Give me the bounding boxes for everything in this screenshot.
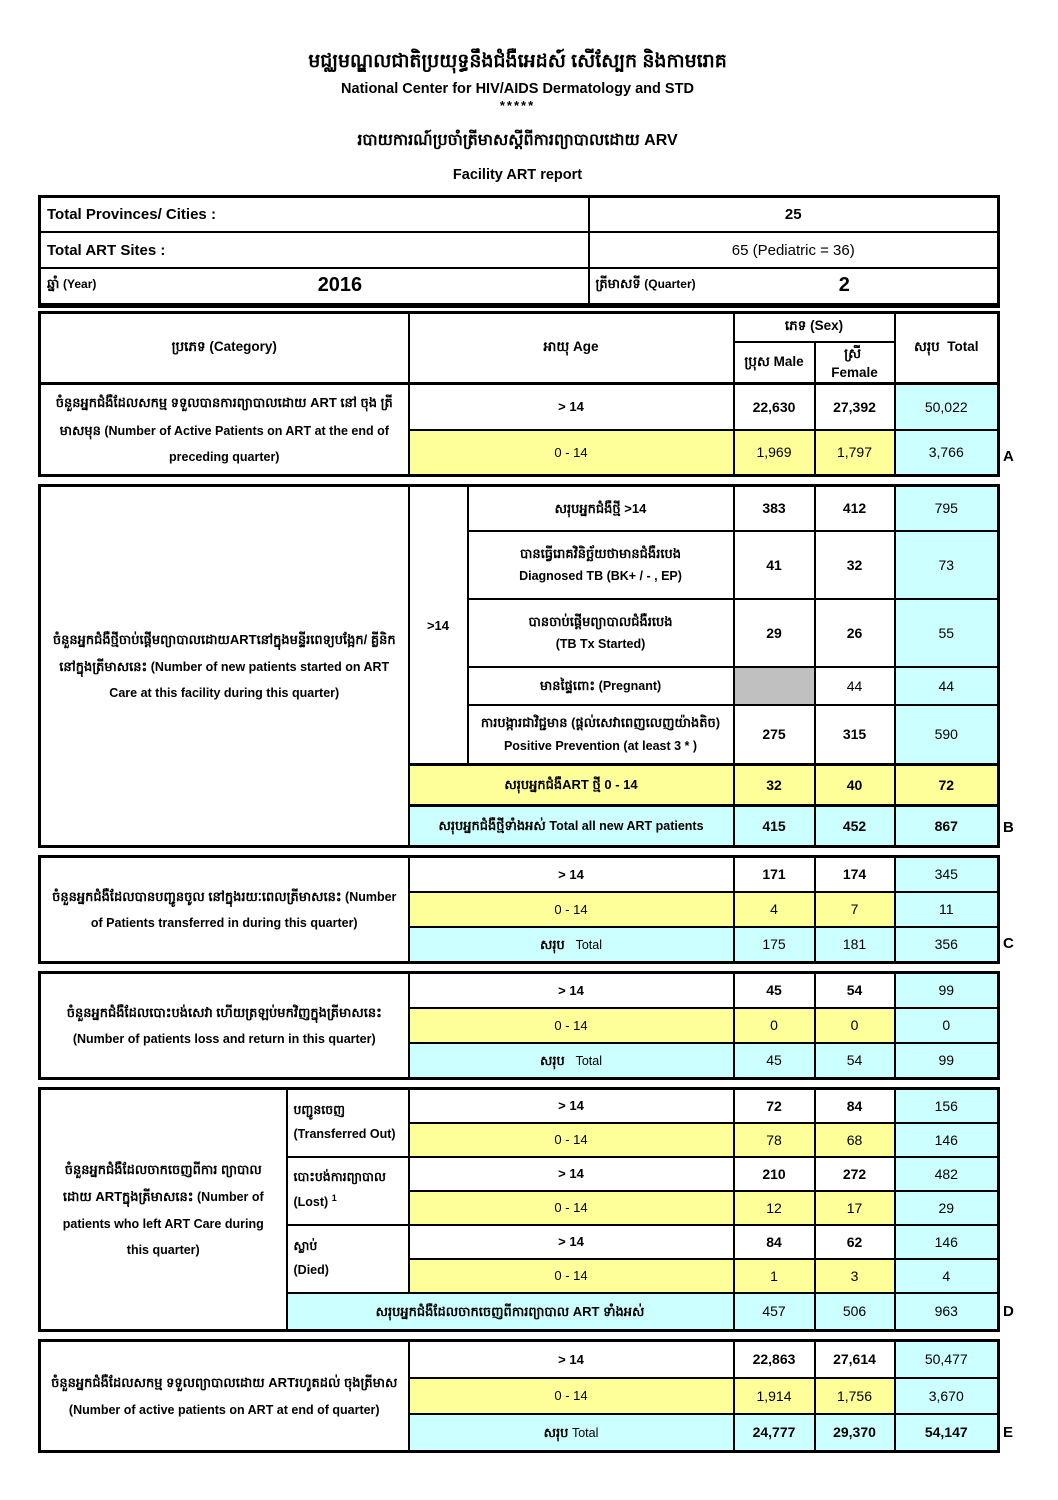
table-row bbox=[40, 1089, 999, 1123]
total-label: សរុប Total bbox=[409, 927, 734, 963]
female-value: 1,797 bbox=[815, 430, 895, 476]
age-group-label: >14 bbox=[409, 486, 468, 765]
female-value: 68 bbox=[815, 1123, 895, 1157]
section-a-table bbox=[38, 311, 1000, 478]
new-over14-label: សរុបអ្នកជំងឺថ្មី >14 bbox=[468, 486, 734, 531]
section-d-table bbox=[38, 1087, 1000, 1332]
female-column-header: ស្រី Female bbox=[815, 342, 895, 384]
section-d-category: ចំនួនអ្នកជំងឺដែលចាកចេញពីការ ព្យាបាល ដោយ ARTក្នុងត្រីមាសនេះ (Number of patients who left ART Care during this quarter) bbox=[40, 1089, 287, 1331]
transferred-out-label: បញ្ជូនចេញ (Transferred Out) bbox=[287, 1089, 409, 1157]
title-khmer: មជ្ឈមណ្ឌលជាតិប្រយុទ្ធនឹងជំងឺអេដស៍ សើស្បែក និងកាមរោគ bbox=[308, 51, 727, 72]
section-e-table bbox=[38, 1339, 1000, 1453]
total-value: 867 bbox=[895, 806, 999, 847]
female-value: 272 bbox=[815, 1157, 895, 1191]
male-column-header: ប្រុស Male bbox=[734, 342, 815, 384]
section-e-category: ចំនួនអ្នកជំងឺដែលសកម្ម ទទួលព្យាបាលដោយ ARTរហូតដល់ ចុងត្រីមាស (Number of active patients on ART at end of quarter) bbox=[40, 1341, 409, 1452]
section-b-category: ចំនួនអ្នកជំងឺថ្មីចាប់ផ្តើមព្យាបាលដោយARTនៅក្នុងមន្ទីរពេទ្យបង្អែក/ គ្លីនិក នៅក្នុងត្រីមាសនេះ (Number of new patients started on ART Care at this facility during this quarter) bbox=[40, 486, 409, 847]
total-value: 50,022 bbox=[895, 384, 999, 430]
new-under14-label: សរុបអ្នកជំងឺART ថ្មី 0 - 14 bbox=[409, 765, 734, 806]
female-value: 412 bbox=[815, 486, 895, 531]
male-value: 171 bbox=[734, 857, 815, 892]
section-letter: D bbox=[1003, 1303, 1014, 1321]
age-column-header: អាយុ Age bbox=[409, 312, 734, 384]
header-row-sex bbox=[40, 312, 999, 342]
total-value: 54,147 bbox=[895, 1414, 999, 1452]
total-value: 795 bbox=[895, 486, 999, 531]
male-value: 45 bbox=[734, 1043, 815, 1079]
total-value: 99 bbox=[895, 973, 999, 1008]
provinces-label: Total Provinces/ Cities : bbox=[40, 196, 589, 232]
title-english: National Center for HIV/AIDS Dermatology and STD bbox=[341, 80, 694, 97]
male-value: 210 bbox=[734, 1157, 815, 1191]
total-value: 11 bbox=[895, 892, 999, 927]
total-value: 4 bbox=[895, 1259, 999, 1293]
male-value: 32 bbox=[734, 765, 815, 806]
age-label: > 14 bbox=[409, 973, 734, 1008]
female-value: 174 bbox=[815, 857, 895, 892]
female-value: 54 bbox=[815, 1043, 895, 1079]
section-b-table bbox=[38, 484, 1000, 848]
section-b bbox=[38, 484, 1014, 848]
total-value: 356 bbox=[895, 927, 999, 963]
male-value: 24,777 bbox=[734, 1414, 815, 1452]
year-quarter-row bbox=[40, 268, 999, 305]
section-letter: C bbox=[1003, 935, 1014, 953]
art-sites-row bbox=[40, 232, 999, 268]
total-value: 72 bbox=[895, 765, 999, 806]
total-value: 146 bbox=[895, 1225, 999, 1259]
age-label: 0 - 14 bbox=[409, 1191, 734, 1225]
female-value: 27,392 bbox=[815, 384, 895, 430]
male-value: 12 bbox=[734, 1191, 815, 1225]
art-sites-value: 65 (Pediatric = 36) bbox=[589, 232, 999, 268]
info-table bbox=[38, 195, 1000, 308]
section-letter: A bbox=[1003, 448, 1014, 466]
female-value: 1,756 bbox=[815, 1378, 895, 1414]
provinces-row bbox=[40, 196, 999, 232]
male-value: 175 bbox=[734, 927, 815, 963]
male-value: 1,969 bbox=[734, 430, 815, 476]
male-value: 4 bbox=[734, 892, 815, 927]
female-value: 54 bbox=[815, 973, 895, 1008]
total-value: 44 bbox=[895, 667, 999, 705]
total-left-label: សរុបអ្នកជំងឺដែលចាកចេញពីការព្យាបាល ART ទាំងអស់ bbox=[287, 1293, 734, 1331]
female-value: 84 bbox=[815, 1089, 895, 1123]
male-value: 1 bbox=[734, 1259, 815, 1293]
female-value: 29,370 bbox=[815, 1414, 895, 1452]
report-title: Facility ART report bbox=[452, 166, 583, 183]
male-value: 415 bbox=[734, 806, 815, 847]
sex-column-header: ភេទ (Sex) bbox=[734, 312, 895, 342]
section-loss-return-category: ចំនួនអ្នកជំងឺដែលបោះបង់សេវា ហើយត្រឡប់មកវិញក្នុងត្រីមាសនេះ (Number of patients loss and return in this quarter) bbox=[40, 973, 409, 1079]
lost-label: បោះបង់ការព្យាបាល (Lost) $^1$ bbox=[287, 1157, 409, 1225]
quarter-value: 2 bbox=[838, 274, 850, 297]
male-value: 22,630 bbox=[734, 384, 815, 430]
age-label: > 14 bbox=[409, 1157, 734, 1191]
positive-prevention-label: ការបង្ការជាវិជ្ជមាន (ផ្តល់សេវាពេញលេញយ៉ាងតិច) Positive Prevention (at least 3 * ) bbox=[468, 705, 734, 765]
male-value: 22,863 bbox=[734, 1341, 815, 1378]
total-value: 0 bbox=[895, 1008, 999, 1043]
female-value: 40 bbox=[815, 765, 895, 806]
total-label: សរុប Total bbox=[409, 1043, 734, 1079]
section-a-category: ចំនួនអ្នកជំងឺដែលសកម្ម ទទួលបានការព្យាបាលដោយ ART នៅ ចុង ត្រីមាសមុន (Number of Active Patients on ART at the end of preceding quarter) bbox=[40, 384, 409, 476]
pregnant-label: មានផ្ទៃពោះ (Pregnant) bbox=[468, 667, 734, 705]
age-label: > 14 bbox=[409, 384, 734, 430]
category-column-header: ប្រភេទ (Category) bbox=[40, 312, 409, 384]
total-label: សរុប Total bbox=[409, 1414, 734, 1452]
table-row bbox=[40, 384, 999, 430]
year-value: 2016 bbox=[317, 274, 363, 297]
age-label: > 14 bbox=[409, 1089, 734, 1123]
total-value: 55 bbox=[895, 599, 999, 667]
male-value: 41 bbox=[734, 531, 815, 599]
female-value: 32 bbox=[815, 531, 895, 599]
age-label: > 14 bbox=[409, 857, 734, 892]
table-row bbox=[40, 857, 999, 892]
age-label: 0 - 14 bbox=[409, 1123, 734, 1157]
total-value: 3,766 bbox=[895, 430, 999, 476]
tb-diagnosed-label: បានធ្វើរោគវិនិច្ឆ័យថាមានជំងឺរបេង Diagnosed TB (BK+ / - , EP) bbox=[468, 531, 734, 599]
female-value: 17 bbox=[815, 1191, 895, 1225]
male-value: 84 bbox=[734, 1225, 815, 1259]
total-column-header: សរុប Total bbox=[895, 312, 999, 384]
document-header bbox=[38, 50, 997, 183]
total-new-label: សរុបអ្នកជំងឺថ្មីទាំងអស់ Total all new ART patients bbox=[409, 806, 734, 847]
table-row bbox=[40, 973, 999, 1008]
male-value-na bbox=[734, 667, 815, 705]
provinces-value: 25 bbox=[589, 196, 999, 232]
female-value: 506 bbox=[815, 1293, 895, 1331]
female-value: 0 bbox=[815, 1008, 895, 1043]
male-value: 0 bbox=[734, 1008, 815, 1043]
section-d bbox=[38, 1087, 1014, 1332]
male-value: 275 bbox=[734, 705, 815, 765]
age-label: 0 - 14 bbox=[409, 1259, 734, 1293]
female-value: 26 bbox=[815, 599, 895, 667]
total-value: 3,670 bbox=[895, 1378, 999, 1414]
tb-started-label: បានចាប់ផ្តើមព្យាបាលជំងឺរបេង (TB Tx Started) bbox=[468, 599, 734, 667]
total-value: 156 bbox=[895, 1089, 999, 1123]
female-value: 44 bbox=[815, 667, 895, 705]
total-value: 146 bbox=[895, 1123, 999, 1157]
female-value: 452 bbox=[815, 806, 895, 847]
age-label: > 14 bbox=[409, 1225, 734, 1259]
section-a bbox=[38, 311, 1014, 478]
male-value: 29 bbox=[734, 599, 815, 667]
male-value: 78 bbox=[734, 1123, 815, 1157]
male-value: 72 bbox=[734, 1089, 815, 1123]
total-value: 590 bbox=[895, 705, 999, 765]
total-value: 345 bbox=[895, 857, 999, 892]
male-value: 45 bbox=[734, 973, 815, 1008]
quarter-label: ត្រីមាសទី (Quarter) bbox=[595, 276, 696, 292]
age-label: 0 - 14 bbox=[409, 892, 734, 927]
section-letter: B bbox=[1003, 819, 1014, 837]
age-label: 0 - 14 bbox=[409, 1378, 734, 1414]
total-value: 963 bbox=[895, 1293, 999, 1331]
female-value: 7 bbox=[815, 892, 895, 927]
female-value: 62 bbox=[815, 1225, 895, 1259]
art-sites-label: Total ART Sites : bbox=[40, 232, 589, 268]
age-label: 0 - 14 bbox=[409, 430, 734, 476]
subtitle-khmer: របាយការណ៍ប្រចាំត្រីមាសស្តីពីការព្យាបាលដោយ ARV bbox=[357, 131, 678, 149]
total-value: 50,477 bbox=[895, 1341, 999, 1378]
section-c-category: ចំនួនអ្នកជំងឺដែលបានបញ្ជូនចូល នៅក្នុងរយៈពេលត្រីមាសនេះ (Number of Patients transferred in during this quarter) bbox=[40, 857, 409, 963]
section-e bbox=[38, 1339, 1014, 1453]
table-row bbox=[40, 1341, 999, 1378]
female-value: 315 bbox=[815, 705, 895, 765]
total-value: 482 bbox=[895, 1157, 999, 1191]
female-value: 181 bbox=[815, 927, 895, 963]
age-label: > 14 bbox=[409, 1341, 734, 1378]
female-value: 27,614 bbox=[815, 1341, 895, 1378]
table-row bbox=[40, 486, 999, 531]
male-value: 457 bbox=[734, 1293, 815, 1331]
male-value: 1,914 bbox=[734, 1378, 815, 1414]
died-label: ស្លាប់ (Died) bbox=[287, 1225, 409, 1293]
stars-divider: ***** bbox=[499, 97, 536, 113]
section-c bbox=[38, 855, 1014, 964]
section-loss-return bbox=[38, 971, 997, 1080]
section-c-table bbox=[38, 855, 1000, 964]
total-value: 99 bbox=[895, 1043, 999, 1079]
year-label: ឆ្នាំ (Year) bbox=[47, 276, 97, 292]
section-letter: E bbox=[1003, 1424, 1014, 1442]
age-label: 0 - 14 bbox=[409, 1008, 734, 1043]
male-value: 383 bbox=[734, 486, 815, 531]
section-loss-return-table bbox=[38, 971, 1000, 1080]
female-value: 3 bbox=[815, 1259, 895, 1293]
total-value: 29 bbox=[895, 1191, 999, 1225]
total-value: 73 bbox=[895, 531, 999, 599]
